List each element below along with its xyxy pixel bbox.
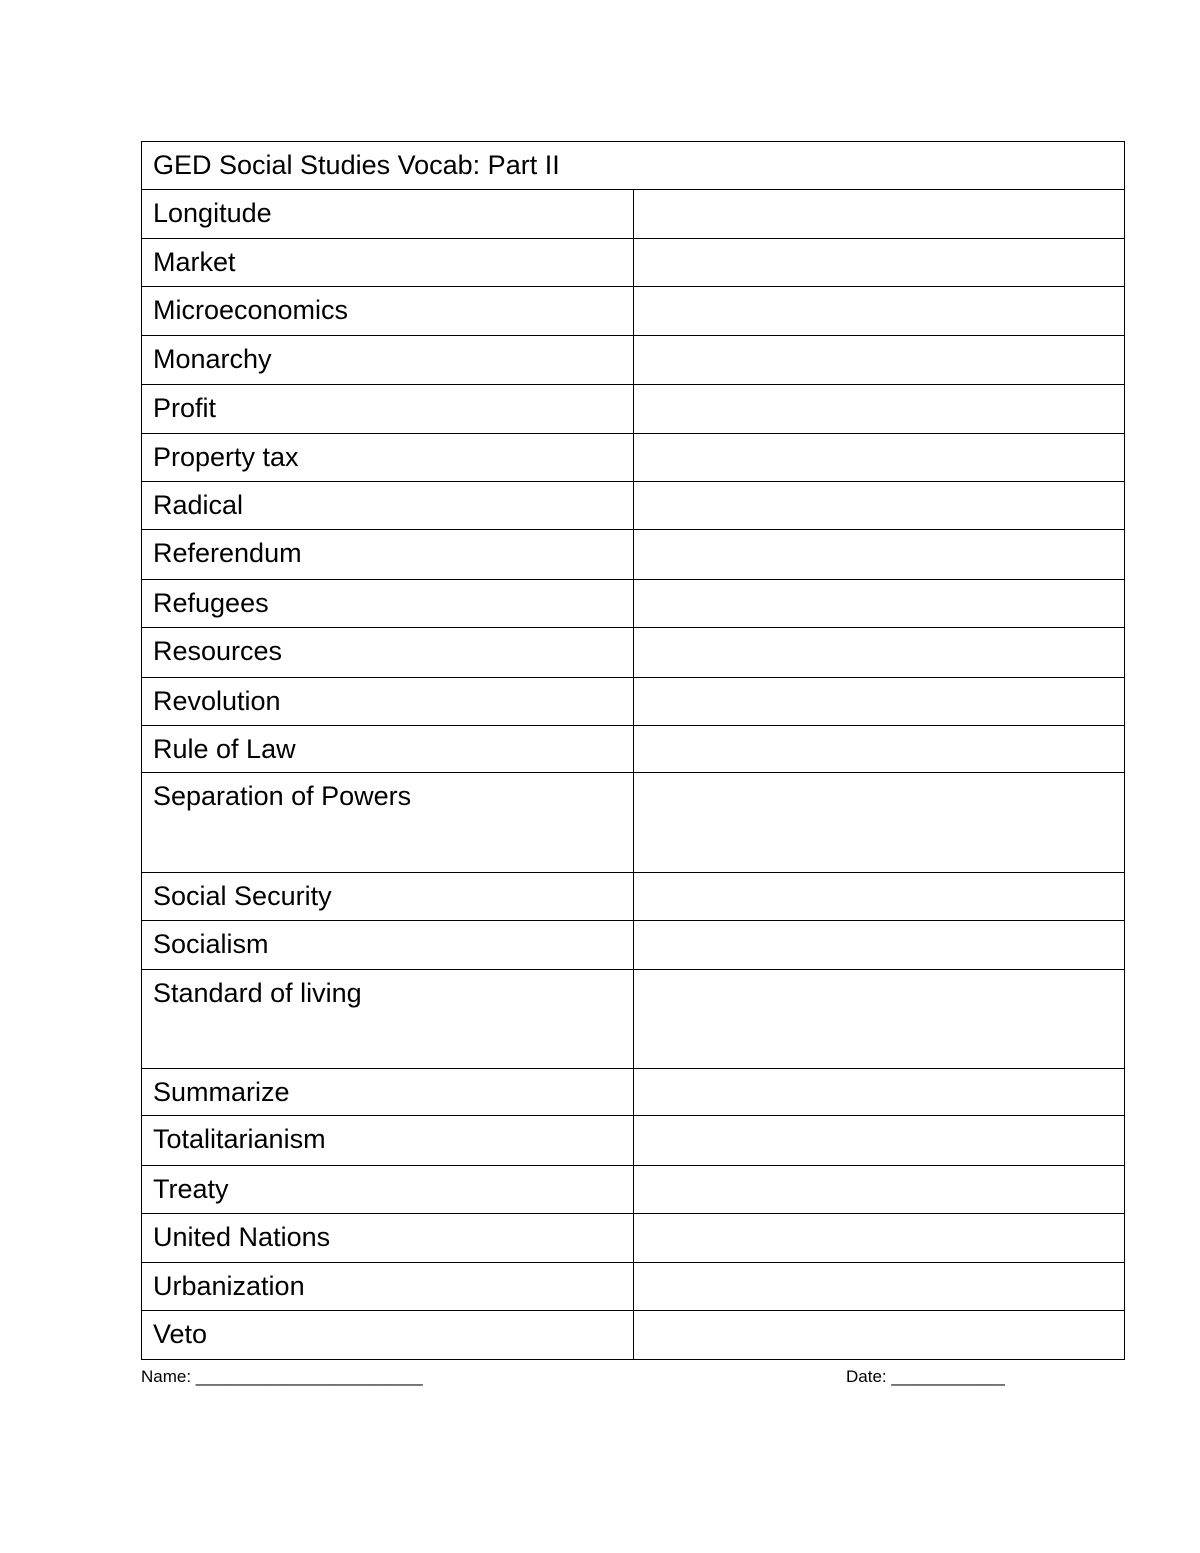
table-row — [142, 1214, 1125, 1263]
definition-cell[interactable] — [633, 726, 1125, 773]
term-cell: Rule of Law — [142, 726, 634, 773]
definition-cell[interactable] — [633, 628, 1125, 678]
table-row — [142, 190, 1125, 239]
table-row — [142, 1263, 1125, 1311]
table-row — [142, 434, 1125, 482]
term-cell: Longitude — [142, 190, 634, 239]
table-row — [142, 1311, 1125, 1360]
term-cell: Monarchy — [142, 336, 634, 385]
definition-cell[interactable] — [633, 434, 1125, 482]
definition-cell[interactable] — [633, 1214, 1125, 1263]
definition-cell[interactable] — [633, 336, 1125, 385]
definition-cell[interactable] — [633, 239, 1125, 287]
definition-cell[interactable] — [633, 1311, 1125, 1360]
definition-cell[interactable] — [633, 385, 1125, 434]
term-cell: Revolution — [142, 678, 634, 726]
definition-cell[interactable] — [633, 1116, 1125, 1166]
table-row — [142, 1116, 1125, 1166]
definition-cell[interactable] — [633, 580, 1125, 628]
table-row — [142, 1069, 1125, 1116]
table-row — [142, 921, 1125, 970]
definition-cell[interactable] — [633, 1069, 1125, 1116]
definition-cell[interactable] — [633, 921, 1125, 970]
term-cell: Social Security — [142, 873, 634, 921]
table-row — [142, 482, 1125, 530]
definition-cell[interactable] — [633, 678, 1125, 726]
term-cell: United Nations — [142, 1214, 634, 1263]
definition-cell[interactable] — [633, 482, 1125, 530]
term-cell: Urbanization — [142, 1263, 634, 1311]
definition-cell[interactable] — [633, 1166, 1125, 1214]
table-row — [142, 628, 1125, 678]
table-row — [142, 773, 1125, 873]
term-cell: Separation of Powers — [142, 773, 634, 873]
term-cell: Socialism — [142, 921, 634, 970]
term-cell: Resources — [142, 628, 634, 678]
definition-cell[interactable] — [633, 873, 1125, 921]
table-row — [142, 1166, 1125, 1214]
definition-cell[interactable] — [633, 1263, 1125, 1311]
definition-cell[interactable] — [633, 190, 1125, 239]
term-cell: Summarize — [142, 1069, 634, 1116]
table-row — [142, 336, 1125, 385]
table-row — [142, 580, 1125, 628]
definition-cell[interactable] — [633, 970, 1125, 1069]
term-cell: Property tax — [142, 434, 634, 482]
table-row — [142, 678, 1125, 726]
worksheet-title: GED Social Studies Vocab: Part II — [142, 142, 1125, 190]
term-cell: Standard of living — [142, 970, 634, 1069]
title-row — [142, 142, 1125, 190]
term-cell: Veto — [142, 1311, 634, 1360]
table-row — [142, 239, 1125, 287]
vocab-table — [141, 141, 1125, 1360]
term-cell: Microeconomics — [142, 287, 634, 336]
table-row — [142, 530, 1125, 580]
name-field[interactable]: Name: ________________________ — [141, 1367, 423, 1386]
table-row — [142, 726, 1125, 773]
definition-cell[interactable] — [633, 530, 1125, 580]
term-cell: Referendum — [142, 530, 634, 580]
table-row — [142, 287, 1125, 336]
table-row — [142, 970, 1125, 1069]
table-row — [142, 873, 1125, 921]
term-cell: Radical — [142, 482, 634, 530]
date-field[interactable]: Date: ____________ — [846, 1367, 1005, 1386]
definition-cell[interactable] — [633, 287, 1125, 336]
table-row — [142, 385, 1125, 434]
definition-cell[interactable] — [633, 773, 1125, 873]
term-cell: Market — [142, 239, 634, 287]
term-cell: Profit — [142, 385, 634, 434]
term-cell: Treaty — [142, 1166, 634, 1214]
term-cell: Refugees — [142, 580, 634, 628]
term-cell: Totalitarianism — [142, 1116, 634, 1166]
